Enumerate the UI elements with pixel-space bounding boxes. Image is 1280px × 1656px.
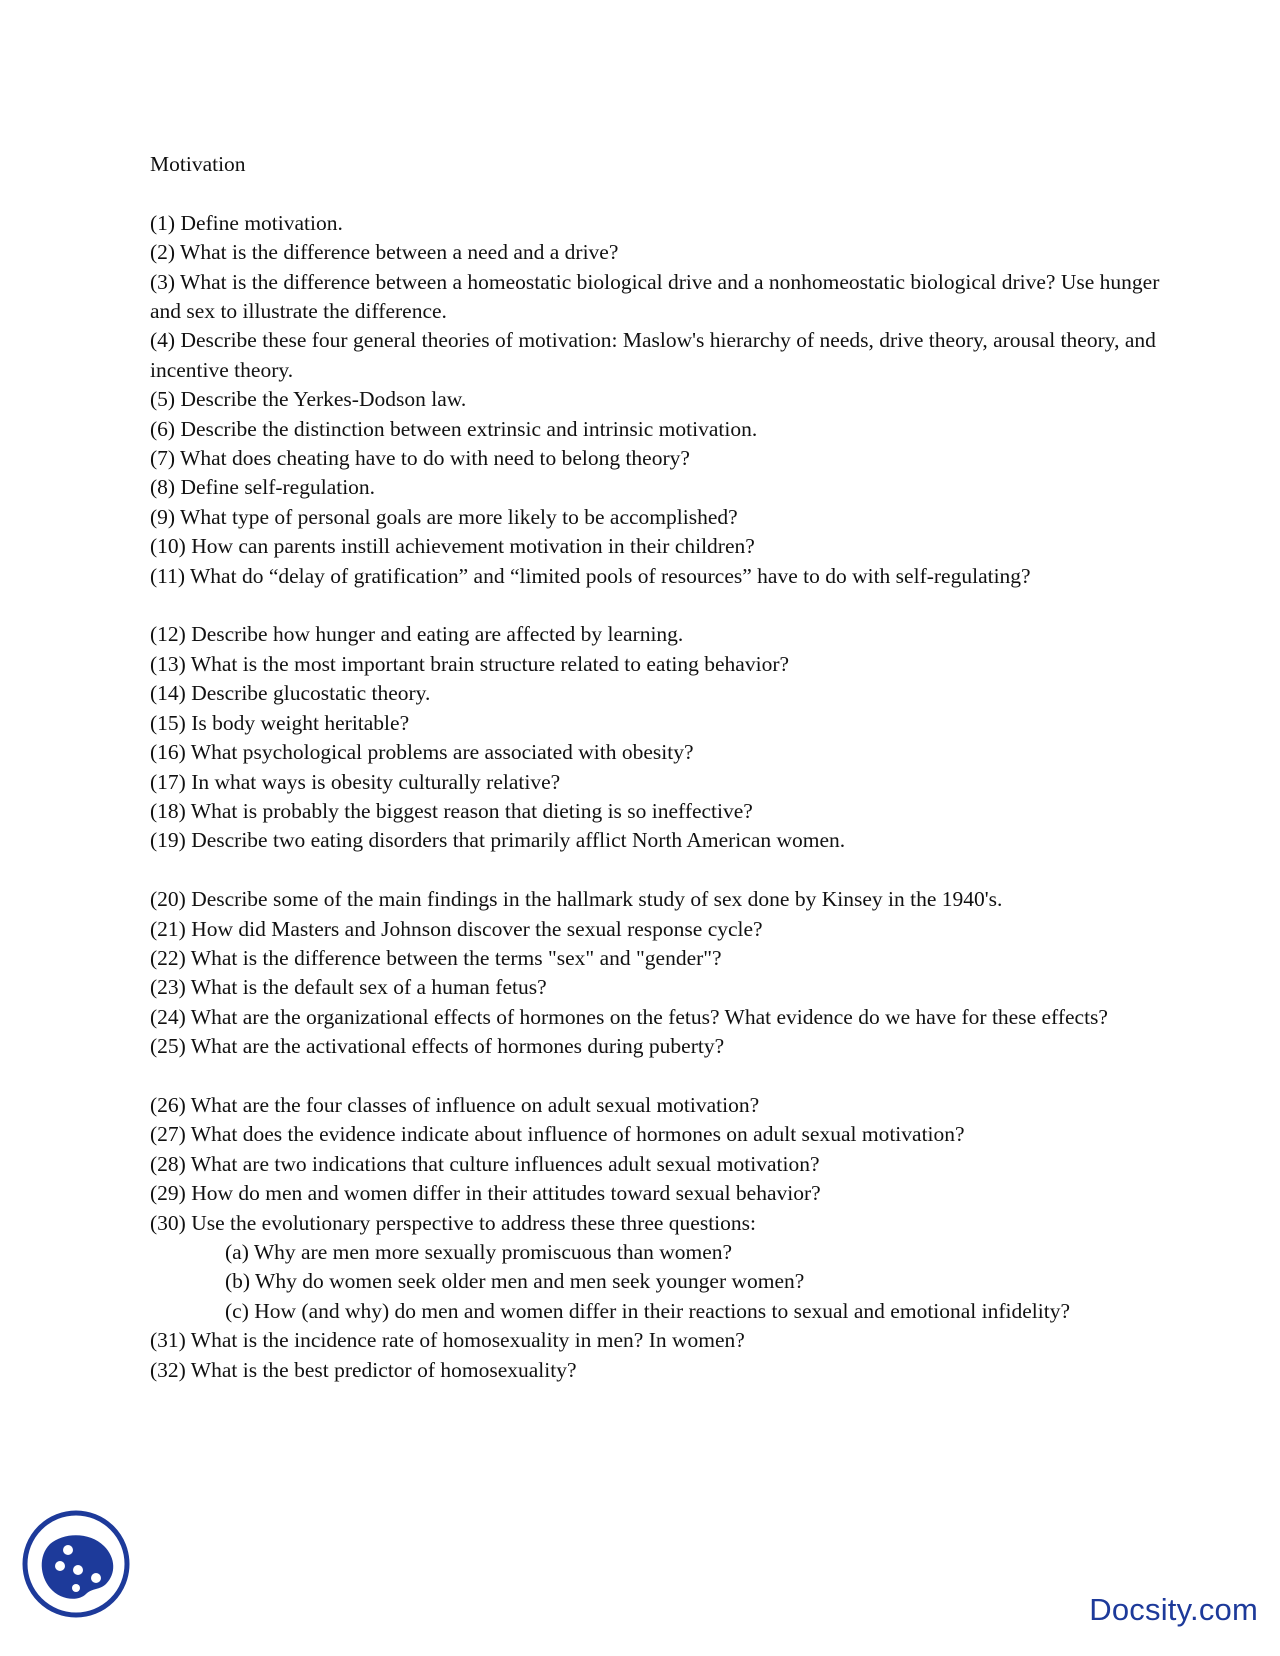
docsity-logo-icon [20, 1508, 132, 1620]
question-32: (32) What is the best predictor of homosexuality? [150, 1357, 577, 1382]
question-27: (27) What does the evidence indicate about influence of hormones on adult sexual motivation? [150, 1122, 965, 1147]
question-10: (10) How can parents instill achievement motivation in their children? [150, 534, 755, 559]
sub-question-text: (b) Why do women seek older men and men seek younger women? [225, 1269, 805, 1294]
question-29: (29) How do men and women differ in their attitudes toward sexual behavior? [150, 1181, 821, 1206]
question-19: (19) Describe two eating disorders that primarily afflict North American women. [150, 828, 846, 853]
sub-question-30c [150, 1297, 1160, 1326]
question-26: (26) What are the four classes of influence on adult sexual motivation? [150, 1092, 760, 1117]
question-4: (4) Describe these four general theories of motivation: Maslow's hierarchy of needs, drive theory, arousal theory, and incentive theory. [150, 328, 1156, 382]
question-section-2 [150, 620, 1160, 855]
question-6: (6) Describe the distinction between extrinsic and intrinsic motivation. [150, 416, 758, 441]
question-20: (20) Describe some of the main findings in the hallmark study of sex done by Kinsey in the 1940's. [150, 887, 1003, 912]
question-17: (17) In what ways is obesity culturally relative? [150, 769, 561, 794]
question-7: (7) What does cheating have to do with need to belong theory? [150, 446, 690, 471]
sub-question-30b [150, 1267, 1160, 1296]
docsity-brand-text[interactable]: Docsity.com [1089, 1592, 1258, 1627]
question-section-4 [150, 1091, 1160, 1385]
question-13: (13) What is the most important brain structure related to eating behavior? [150, 651, 790, 676]
sub-question-30a [150, 1238, 1160, 1267]
question-9: (9) What type of personal goals are more likely to be accomplished? [150, 504, 738, 529]
question-11: (11) What do “delay of gratification” and “limited pools of resources” have to do with self-regulating? [150, 563, 1031, 588]
question-23: (23) What is the default sex of a human fetus? [150, 975, 547, 1000]
question-section-3 [150, 885, 1160, 1061]
question-8: (8) Define self-regulation. [150, 475, 376, 500]
question-2: (2) What is the difference between a need and a drive? [150, 240, 619, 265]
question-5: (5) Describe the Yerkes-Dodson law. [150, 387, 467, 412]
question-31: (31) What is the incidence rate of homosexuality in men? In women? [150, 1328, 745, 1353]
question-28: (28) What are two indications that culture influences adult sexual motivation? [150, 1151, 820, 1176]
question-3: (3) What is the difference between a homeostatic biological drive and a nonhomeostatic biological drive? Use hunger and sex to illustrate the difference. [150, 269, 1160, 324]
question-18: (18) What is probably the biggest reason that dieting is so ineffective? [150, 798, 753, 823]
sub-question-text: (c) How (and why) do men and women differ in their reactions to sexual and emotional infidelity? [225, 1298, 1071, 1323]
question-15: (15) Is body weight heritable? [150, 710, 410, 735]
question-22: (22) What is the difference between the terms "sex" and "gender"? [150, 945, 722, 970]
question-21: (21) How did Masters and Johnson discover the sexual response cycle? [150, 916, 763, 941]
question-12: (12) Describe how hunger and eating are affected by learning. [150, 622, 684, 647]
question-24: (24) What are the organizational effects of hormones on the fetus? What evidence do we have for these effects? [150, 1004, 1108, 1029]
question-16: (16) What psychological problems are associated with obesity? [150, 740, 694, 765]
question-section-1 [150, 209, 1160, 591]
sub-question-text: (a) Why are men more sexually promiscuous than women? [225, 1239, 733, 1264]
question-25: (25) What are the activational effects of hormones during puberty? [150, 1034, 725, 1059]
document-body [150, 150, 1160, 1414]
page-title: Motivation [150, 152, 246, 176]
question-30: (30) Use the evolutionary perspective to address these three questions: [150, 1210, 756, 1235]
question-14: (14) Describe glucostatic theory. [150, 681, 431, 706]
question-1: (1) Define motivation. [150, 210, 343, 235]
